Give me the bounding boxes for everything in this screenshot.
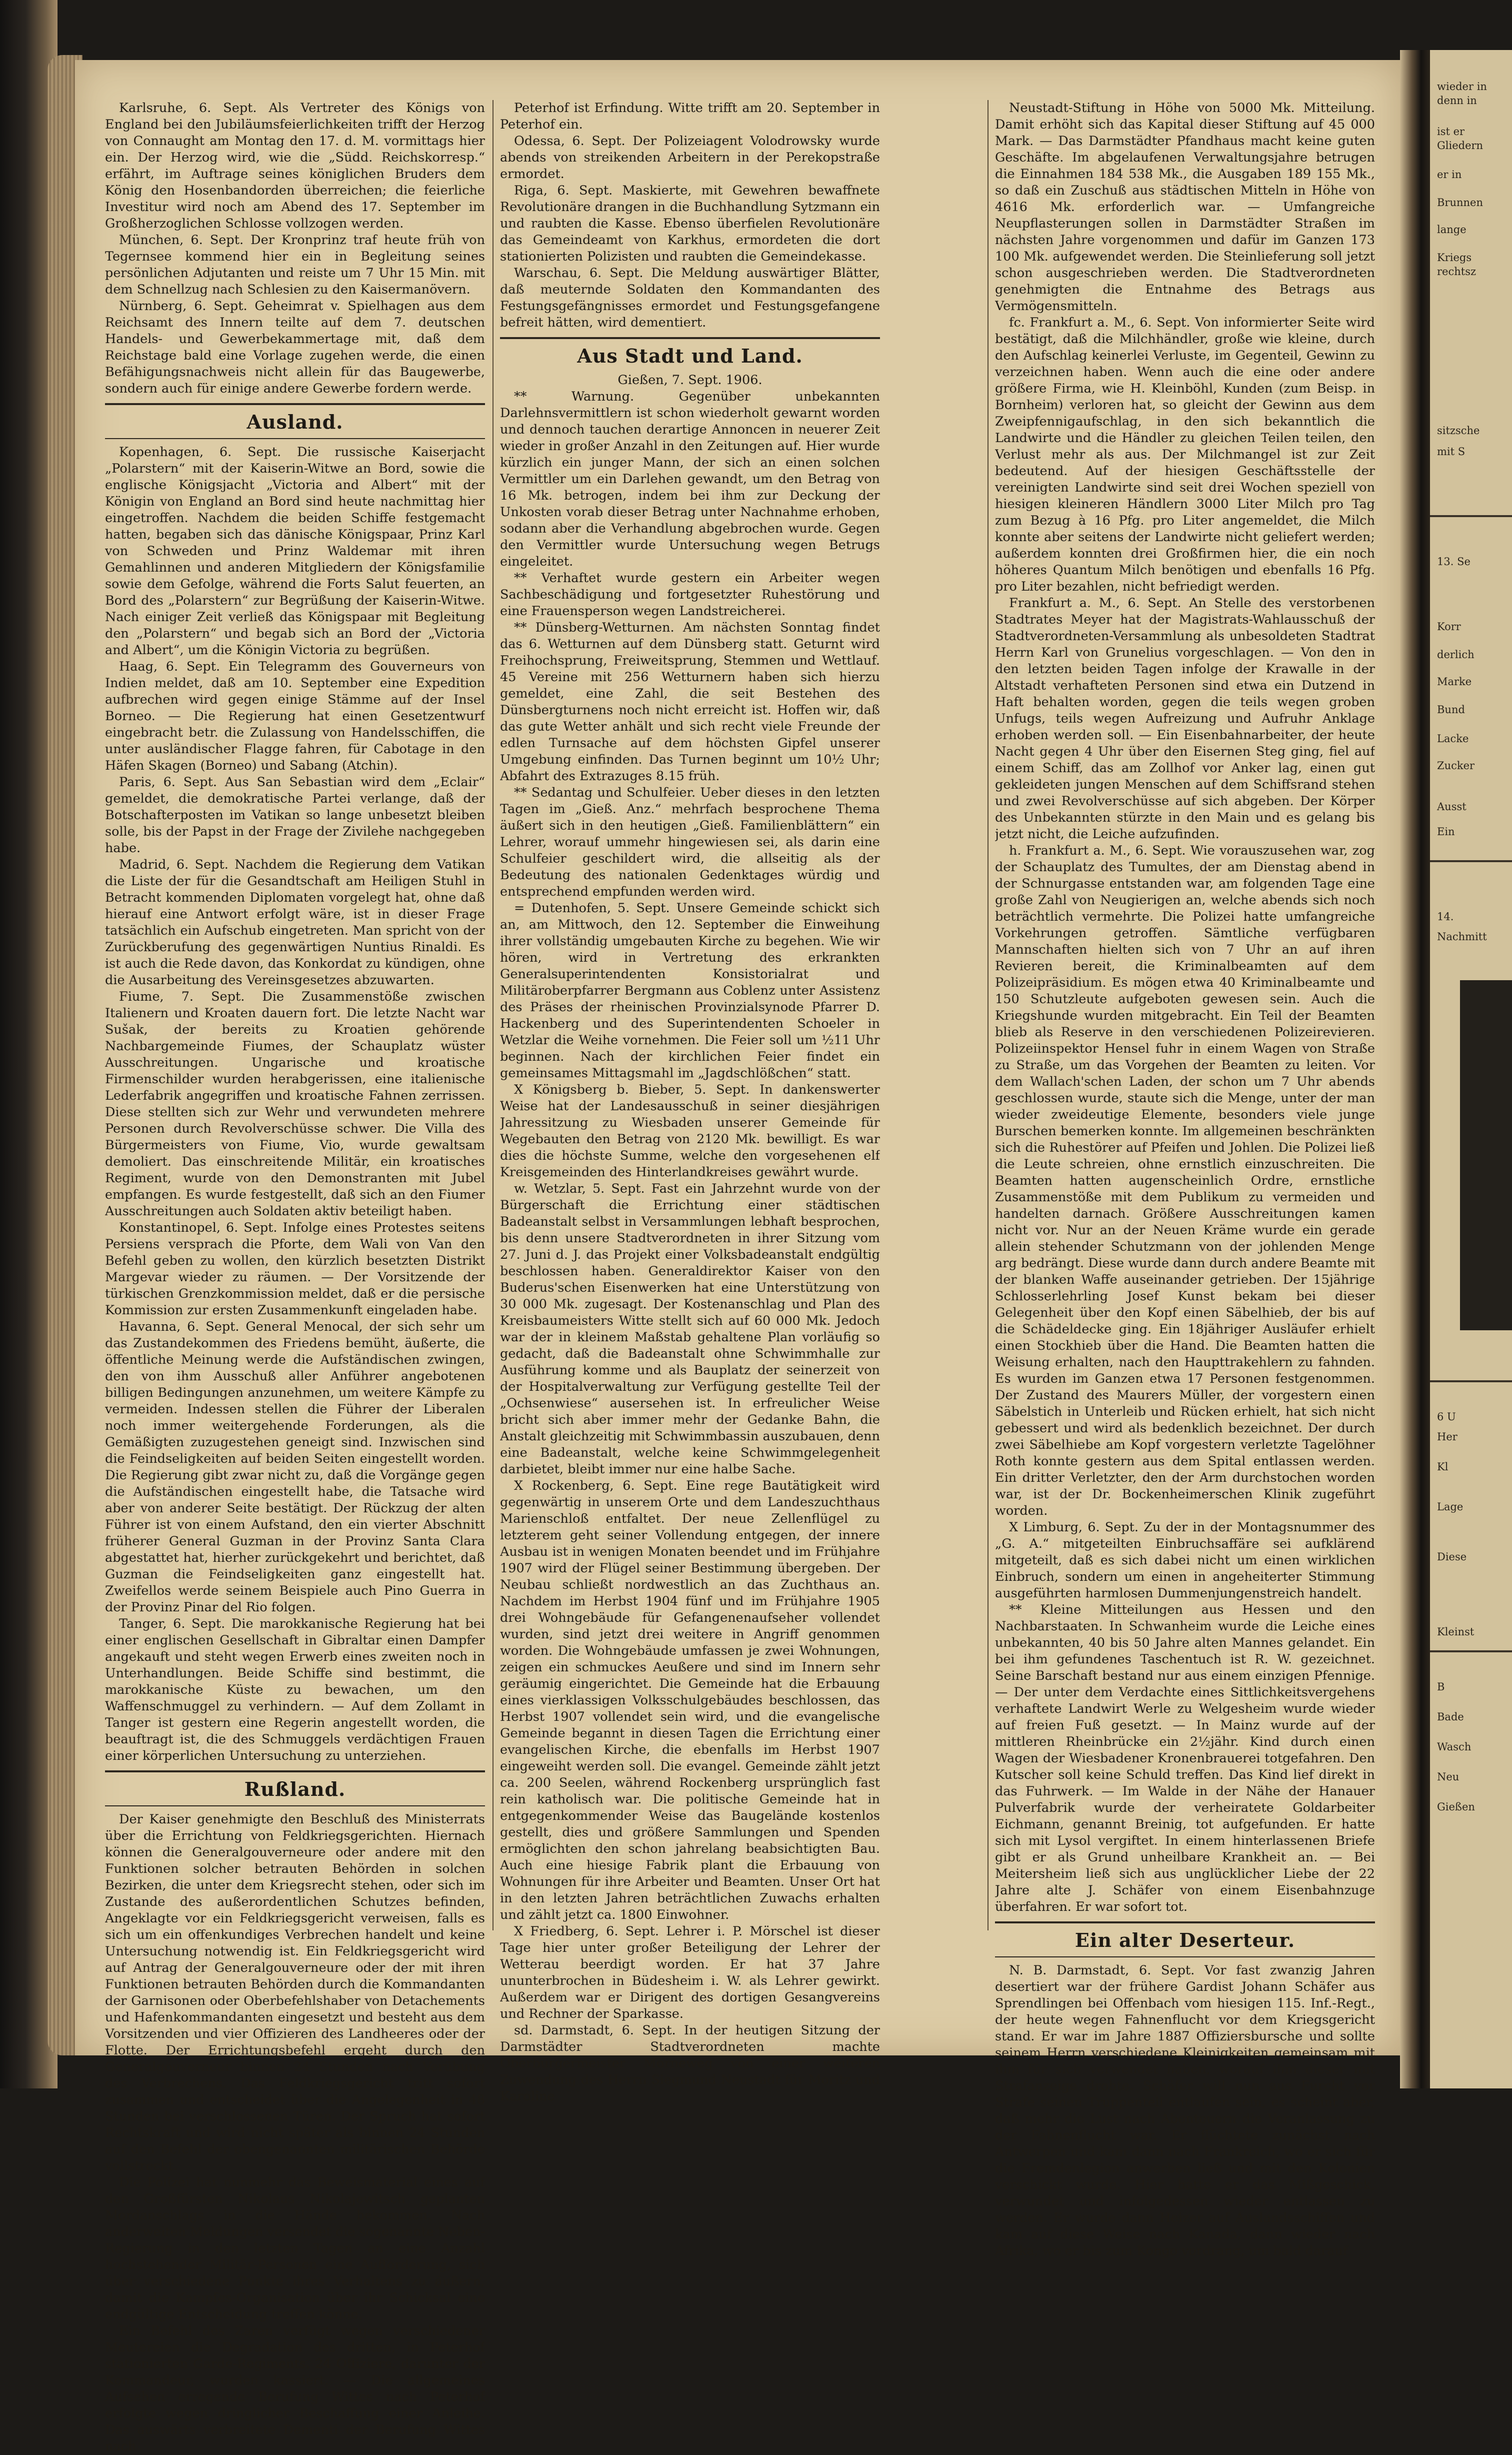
adjacent-text-fragment: Bade [1437, 1711, 1464, 1723]
news-item: Warschau, 6. Sept. Die Meldung auswärtiger Blätter, daß meuternde Soldaten den Kommandanten des Festungsgefängnisses ermordet und Festungsgefangene befreit hätten, wird dementiert. [500, 266, 880, 330]
adjacent-text-fragment: denn in [1437, 95, 1477, 107]
adjacent-page [1430, 50, 1512, 2088]
adjacent-text-fragment: Her [1437, 1431, 1458, 1443]
news-item: Der Kaiser genehmigte den Beschluß des Ministerrats über die Errichtung von Feldkriegsgerichten. Hiernach können die Generalgouverneure oder andere mit den Funktionen solcher betrauten Behörden in solchen Bezirken, die unter dem Kriegsrecht stehen, oder sich im Zustande des außerordentlichen Schutzes befinden, Angeklagte vor ein Feldkriegsgericht verweisen, falls es sich um ein offenkundiges Verbrechen handelt und keine Untersuchung notwendig ist. Ein Feldkriegsgericht wird auf Antrag der Generalgouverneure oder der mit ihren Funktionen betrauten Behörden durch die Kommandanten der Garnisonen oder Oberbefehlshaber von Detachements und Hafenkommandanten eingesetzt und besteht aus dem Vorsitzenden und vier Offizieren des Landheeres oder der Flotte. Der Errichtungsbefehl ergeht durch den Generalgouverneur binnen 24 Stunden nach Verübung des Verbrechens. Das Feldkriegsgericht tritt sofort zusammen und entscheidet über die Angelegenheit in 48 Stunden bei verschlossenen Türen. Der Spruch hat sofort Rechtskraft und wird nicht später als binnen 24 Stunden auf den Befehl der obengenannten militärischen Behörde vollstreckt. [105, 1812, 485, 2173]
news-item: Paris, 6. Sept. Aus San Sebastian wird dem „Eclair“ gemeldet, die demokratische Partei verlange, daß der Botschafterposten im Vatikan so lange unbesetzt bleiben solle, bis der Papst in der Frage der Zivilehe nachgegeben habe. [105, 775, 485, 856]
news-item: Peterhof ist Erfindung. Witte trifft am 20. September in Peterhof ein. [500, 101, 880, 132]
news-item: fc. Frankfurt a. M., 6. Sept. Von informierter Seite wird bestätigt, daß die Milchhändler, große wie kleine, durch den Aufschlag keinerlei Verluste, im Gegenteil, Gewinn zu verzeichnen haben. Wenn auch die eine oder andere größere Firma, wie H. Kleinböhl, Kunden (zum Beisp. in Bornheim) verloren hat, so gleicht der Gewinn aus dem Zweipfennigaufschlag, in den sich bekanntlich die Landwirte und die Händler zu gleichen Teilen teilen, den Verlust mehr als aus. Der Milchmangel ist zur Zeit bedeutend. Auf der hiesigen Geschäftsstelle der vereinigten Landwirte sind seit drei Wochen speziell von hiesigen kleineren Händlern 3000 Liter Milch pro Tag zum Bezug à 16 Pfg. pro Liter angemeldet, die Milch konnte aber seitens der Landwirte nicht geliefert werden; außerdem konnten drei Großfirmen hier, die ein noch höheres Quantum Milch benötigen und ebenfalls 16 Pfg. pro Liter bezahlen, nicht befriedigt werden. [995, 315, 1375, 594]
news-item: X Friedberg, 6. Sept. Lehrer i. P. Mörschel ist dieser Tage hier unter großer Beteiligung der Lehrer der Wetterau beerdigt worden. Er hat 37 Jahre ununterbrochen in Büdesheim i. W. als Lehrer gewirkt. Außerdem war er Dirigent des dortigen Gesangvereins und Rechner der Sparkasse. [500, 1924, 880, 2021]
adjacent-text-fragment: Wasch [1437, 1741, 1472, 1753]
adjacent-text-fragment: Lacke [1437, 733, 1469, 745]
news-item: Kopenhagen, 6. Sept. Die russische Kaiserjacht „Polarstern“ mit der Kaiserin-Witwe an Bord, sowie die englische Königsjacht „Victoria and Albert“ mit der Königin von England an Bord sind heute nachmittag hier eingetroffen. Nachdem die beiden Schiffe festgemacht hatten, begaben sich das dänische Königspaar, Prinz Karl von Schweden und Prinz Waldemar mit ihren Gemahlinnen und anderen Mitgliedern der Königsfamilie sowie dem Gefolge, während die Forts Salut feuerten, an Bord des „Polarstern“ zur Begrüßung der Kaiserin-Witwe. Nach einiger Zeit verließ das Königspaar mit Begleitung den „Polarstern“ und begab sich an Bord der „Victoria and Albert“, um die Königin Victoria zu begrüßen. [105, 445, 485, 658]
adjacent-text-fragment: Bund [1437, 704, 1465, 716]
adjacent-rule [1430, 860, 1512, 862]
adjacent-rule [1430, 1380, 1512, 1382]
news-item: w. Wetzlar, 5. Sept. Fast ein Jahrzehnt wurde von der Bürgerschaft die Errichtung einer städtischen Badeanstalt selbst in Versammlungen lebhaft besprochen, bis denn unsere Stadtverordneten in ihrer Sitzung vom 27. Juni d. J. das Projekt einer Volksbadeanstalt endgültig beschlossen haben. Generaldirektor Kaiser von den Buderus'schen Eisenwerken hat eine Unterstützung von 30 000 Mk. zugesagt. Der Kostenanschlag und Plan des Kreisbaumeisters Witte stellt sich auf 60 000 Mk. Jedoch war der in kleinem Maßstab gehaltene Plan vorläufig so gedacht, daß die Badeanstalt ohne Schwimmhalle zur Ausführung komme und als Bauplatz der seinerzeit von der Hospitalverwaltung zur Verfügung gestellte Teil der „Ochsenwiese“ ausersehen ist. In erfreulicher Weise bricht sich aber immer mehr der Gedanke Bahn, die Anstalt gleichzeitig mit Schwimmbassin auszubauen, denn eine Badeanstalt, welche keine Schwimmgelegenheit darbietet, bleibt immer nur eine halbe Sache. [500, 1181, 880, 1477]
news-items-germany [105, 100, 485, 397]
column-divider [492, 100, 494, 1930]
adjacent-advert-block [1460, 980, 1512, 1330]
heading-alter-deserteur: Ein alter Deserteur. [1074, 1929, 1296, 1951]
section-rule [105, 1805, 485, 1806]
heading-stadt-und-land: Aus Stadt und Land. [577, 345, 803, 367]
adjacent-text-fragment: Kleinst [1437, 1626, 1474, 1638]
adjacent-text-fragment: rechtsz [1437, 266, 1476, 278]
adjacent-text-fragment: B [1437, 1681, 1445, 1693]
dateline: Gießen, 7. Sept. 1906. [618, 373, 762, 388]
news-item: Fiume, 7. Sept. Die Zusammenstöße zwischen Italienern und Kroaten dauern fort. Die letzte Nacht war Sušak, der bereits zu Kroatien gehörende Nachbargemeinde Fiumes, der Schauplatz wüster Ausschreitungen. Ungarische und kroatische Firmenschilder wurden herabgerissen, eine italienische Lederfabrik angegriffen und kroatische Fahnen zerrissen. Diese stellten sich zur Wehr und verwundeten mehrere Personen durch Revolverschüsse schwer. Die Villa des Bürgermeisters von Fiume, Vio, wurde gewaltsam demoliert. Das einschreitende Militär, ein kroatisches Regiment, wurde von den Demonstranten mit Jubel empfangen. Es wurde festgestellt, daß sich an den Fiumer Ausschreitungen auch Soldaten aktiv beteiligt haben. [105, 989, 485, 1219]
news-item: sd. Darmstadt, 6. Sept. In der heutigen Sitzung der Darmstädter Stadtverordneten machte Oberbürgermeister Morneweg von einer weiteren Zuwendung des Herrn Siegmund Neustadt für Moritz und Karoline [500, 2023, 880, 2104]
adjacent-text-fragment: Marke [1437, 676, 1472, 688]
news-item: X Rockenberg, 6. Sept. Eine rege Bautätigkeit wird gegenwärtig in unserem Orte und dem Landeszuchthaus Marienschloß entfaltet. Der neue Zellenflügel zu letzterem geht seiner Vollendung entgegen, der innere Ausbau ist in wenigen Monaten beendet und im Frühjahre 1907 wird der Flügel seiner Bestimmung übergeben. Der Neubau schließt nordwestlich an das Zuchthaus an. Nachdem im Herbst 1904 fünf und im Frühjahre 1905 drei Wohngebäude für Gefangenenaufseher vollendet wurden, sind jetzt drei weitere in Angriff genommen worden. Die Wohngebäude umfassen je zwei Wohnungen, zeigen ein schmuckes Aeußere und sind im Innern sehr geräumig eingerichtet. Die Gemeinde hat die Erbauung eines vierklassigen Volksschulgebäudes beschlossen, das Herbst 1907 vollendet sein wird, und die evangelische Gemeinde begannt in diesen Tagen die Errichtung einer evangelischen Kirche, die ebenfalls im Herbst 1907 eingeweiht werden soll. Die evangel. Gemeinde zählt jetzt ca. 200 Seelen, während Rockenberg ursprünglich fast rein katholisch war. Die politische Gemeinde hat in entgegenkommender Weise das Baugelände kostenlos gestellt, dies und größere Sammlungen und Spenden ermöglichten den schon jahrelang beabsichtigten Bau. Auch eine hiesige Fabrik plant die Erbauung von Wohnungen für ihre Arbeiter und Beamten. Unser Ort hat in den letzten Jahren beträchtlichen Zuwachs erhalten und zählt jetzt ca. 1800 Einwohner. [500, 1478, 880, 1922]
news-item: ** Verhaftet wurde gestern ein Arbeiter wegen Sachbeschädigung und fortgesetzter Ruhestörung und eine Frauensperson wegen Landstreicherei. [500, 571, 880, 619]
news-item: Odessa, 6. Sept. Der Polizeiagent Volodrowsky wurde abends von streikenden Arbeitern in der Perekopstraße ermordet. [500, 134, 880, 182]
news-items-regional [995, 100, 1375, 1915]
news-item: Frankfurt a. M., 6. Sept. An Stelle des verstorbenen Stadtrates Meyer hat der Magistrats-Wahlausschuß der Stadtverordneten-Versammlung als unbesoldeten Stadtrat Herrn Karl von Grunelius vorgeschlagen. — Von den in den letzten beiden Tagen infolge der Krawalle in der Altstadt verhafteten Personen sind etwa ein Dutzend in Haft behalten worden, gegen die teils wegen groben Unfugs, teils wegen Aufreizung und Aufruhr Anklage erhoben werden soll. — Ein Eisenbahnarbeiter, der heute Nacht gegen 4 Uhr über den Eisernen Steg ging, fiel auf einem Schiff, das am Zollhof vor Anker lag, einen gut gekleideten jungen Menschen auf dem Schiffsrand stehen und zwei Revolverschüsse auf sich abgeben. Der Körper des Unbekannten stürzte in den Main und es gelang bis jetzt nicht, die Leiche aufzufinden. [995, 596, 1375, 842]
section-rule [995, 1956, 1375, 1957]
adjacent-text-fragment: derlich [1437, 649, 1474, 661]
adjacent-text-fragment: Diese [1437, 1551, 1467, 1563]
section-rule [105, 1770, 485, 1772]
news-item: = Dutenhofen, 5. Sept. Unsere Gemeinde schickt sich an, am Mittwoch, den 12. September die Einweihung ihrer vollständig umgebauten Kirche zu begehen. Wie wir hören, wird in Vertretung des erkrankten Generalsuperintendenten Konsistorialrat und Militäroberpfarrer Bergmann aus Coblenz unter Assistenz des Präses der rheinischen Provinzialsynode Pfarrer D. Hackenberg und des Superintendenten Schoeler in Wetzlar die Weihe vornehmen. Die Feier soll um ½11 Uhr beginnen. Nach der kirchlichen Feier findet ein gemeinsames Mittagsmahl im „Jagdschlößchen“ statt. [500, 901, 880, 1081]
adjacent-text-fragment: mit S [1437, 446, 1466, 458]
adjacent-text-fragment: Gießen [1437, 1801, 1475, 1813]
adjacent-text-fragment: 13. Se [1437, 556, 1470, 568]
news-item: Tanger, 6. Sept. Die marokkanische Regierung hat bei einer englischen Gesellschaft in Gibraltar einen Dampfer angekauft und steht wegen Erwerb eines zweiten noch in Unterhandlungen. Beide Schiffe sind bestimmt, die marokkanische Küste zu bewachen, um den Waffenschmuggel zu verhindern. — Auf dem Zollamt in Tanger ist gestern eine Regerin angestellt worden, die beauftragt ist, die des Schmuggels verdächtigen Frauen einer körperlichen Untersuchung zu unterziehen. [105, 1616, 485, 1763]
adjacent-text-fragment: er in [1437, 169, 1462, 181]
book-gutter [1400, 50, 1430, 2088]
news-item: Die Polizei hat nunmehr das Beweismaterial eines auf den Großfürsten Nikolaus Nikolajewitsch geplanten Mordanschlags in die Hände bekommen. Nach anderweiten Meldungen versendet die sogenannte Neben-Regierung in den letzten Tagen an eine Anzahl hochstehender Militär-Personen eine Aufforderung, sich über verschiedene Punkte ihres Verhaltens zu äußern, damit die Kampfes-Organisation über ihr Schicksal eine endgültige Entscheidung treffen könne. [105, 2175, 485, 2322]
news-item: ** Dünsberg-Wetturnen. Am nächsten Sonntag findet das 6. Wetturnen auf dem Dünsberg statt. Geturnt wird Freihochsprung, Freiweitsprung, Stemmen und Wettlauf. 45 Vereine mit 256 Wetturnern haben sich hierzu gemeldet, eine Zahl, die seit Bestehen des Dünsbergturnens noch nicht erreicht ist. Hoffen wir, daß das gute Wetter anhält und sich recht viele Freunde der edlen Turnsache auf dem höchsten Gipfel unserer Umgebung einfinden. Das Turnen beginnt um 10½ Uhr; Abfahrt des Extrazuges 8.15 früh. [500, 620, 880, 784]
adjacent-text-fragment: Ausst [1437, 801, 1466, 813]
column-2 [500, 100, 880, 2105]
news-items-deserteur [995, 1962, 1375, 2259]
adjacent-text-fragment: Korr [1437, 621, 1461, 633]
adjacent-text-fragment: Brunnen [1437, 197, 1483, 209]
news-item: Madrid, 6. Sept. Nachdem die Regierung dem Vatikan die Liste der für die Gesandtschaft am Heiligen Stuhl in Betracht kommenden Diplomaten vorgelegt hat, ohne daß hierauf eine Antwort erfolgt wäre, ist in dieser Frage tatsächlich ein Aufschub eingetreten. Man spricht von der Zurückberufung des gegenwärtigen Nuntius Rinaldi. Es ist auch die Rede davon, das Konkordat zu kündigen, ohne die Ausarbeitung des Vereinsgesetzes abzuwarten. [105, 857, 485, 988]
news-item: h. Frankfurt a. M., 6. Sept. Wie vorauszusehen war, zog der Schauplatz des Tumultes, der am Dienstag abend in der Schnurgasse entstanden war, am folgenden Tage eine große Zahl von Neugierigen an, welche abends sich noch beträchtlich vermehrte. Die Polizei hatte umfangreiche Vorkehrungen getroffen. Sämtliche verfügbaren Mannschaften hielten sich von 7 Uhr an auf ihren Revieren bereit, die Kriminalbeamten auf dem Polizeipräsidium. Es mögen etwa 40 Kriminalbeamte und 150 Schutzleute aufgeboten gewesen sein. Auch die Kriegshunde wurden mitgebracht. Ein Teil der Beamten blieb als Reserve in den verschiedenen Polizeirevieren. Polizeiinspektor Hensel fuhr in einem Wagen von Straße zu Straße, um das Vorgehen der Beamten zu leiten. Vor dem Wallach'schen Laden, der schon um 7 Uhr abends geschlossen wurde, staute sich die Menge, unter der man wieder zweideutige Elemente, besonders viele junge Burschen bemerken konnte. Im allgemeinen beschränkten sich die Ruhestörer auf Pfeifen und Johlen. Die Polizei ließ die Leute schreien, ohne ernstlich einzuschreiten. Die Beamten hatten augenscheinlich Ordre, ernstliche Zusammenstöße mit dem Publikum zu vermeiden und handelten darnach. Größere Ausschreitungen kamen nicht vor. Nur an der Neuen Kräme wurde ein gerade allein stehender Schutzmann von der johlenden Menge arg bedrängt. Diese wurde dann durch andere Beamte mit der blanken Waffe auseinander getrieben. Der 15jährige Schlosserlehrling Josef Kunst bekam bei dieser Gelegenheit über den Kopf einen Säbelhieb, der bis auf die Schädeldecke ging. Ein 18jähriger Ausläufer erhielt einen Stockhieb über die Hand. Die Beamten hatten die Weisung erhalten, nach den Haupttrakehlern zu fahnden. Es wurden im Ganzen etwa 17 Personen festgenommen. Der Zustand des Maurers Müller, der vorgestern einen Säbelstich in Unterleib und Rücken erhielt, hat sich nicht gebessert und wird als bedenklich bezeichnet. Der durch zwei Säbelhiebe am Kopf vorgestern verletzte Tagelöhner Roth konnte gestern aus dem Spital entlassen werden. Ein dritter Verletzter, den der Arm durchstochen worden war, ist der Dr. Bockenheimerschen Klinik zugeführt worden. [995, 843, 1375, 1518]
adjacent-text-fragment: lange [1437, 224, 1466, 236]
news-item: ** Kleine Mitteilungen aus Hessen und den Nachbarstaaten. In Schwanheim wurde die Leiche eines unbekannten, 40 bis 50 Jahre alten Mannes gelandet. Ein bei ihm gefundenes Taschentuch ist R. W. gezeichnet. Seine Barschaft bestand nur aus einem einzigen Pfennige. — Der unter dem Verdachte eines Sittlichkeitsvergehens verhaftete Landwirt Werle zu Welgesheim wurde wieder auf freien Fuß gesetzt. — In Mainz wurde auf der mittleren Rheinbrücke ein 2½jähr. Kind durch einen Wagen der Wiesbadener Kronenbrauerei totgefahren. Den Kutscher soll keine Schuld treffen. Das Kind lief direkt in das Fuhrwerk. — Im Walde in der Nähe der Hanauer Pulverfabrik wurde der verheiratete Goldarbeiter Eichmann, genannt Breinig, tot aufgefunden. Er hatte sich mit Lysol vergiftet. In einem hinterlassenen Briefe gibt er als Grund unheilbare Krankheit an. — Bei Meitersheim ließ sich aus unglücklicher Liebe der 22 Jahre alte J. Schäfer von einem Eisenbahnzuge überfahren. Er war sofort tot. [995, 1602, 1375, 1914]
news-item: ** Sedantag und Schulfeier. Ueber dieses in den letzten Tagen im „Gieß. Anz.“ mehrfach besprochene Thema äußert sich in den heutigen „Gieß. Familienblättern“ ein Lehrer, worauf ummehr hingewiesen sei, als darin eine Schulfeier geschildert wird, die allseitig als der Bedeutung des nationalen Gedenktages würdig und entsprechend empfunden werden wird. [500, 785, 880, 899]
adjacent-text-fragment: wieder in [1437, 81, 1487, 93]
news-item: München, 6. Sept. Der Kronprinz traf heute früh von Tegernsee kommend hier ein in Begleitung seines persönlichen Adjutanten und reiste um 7 Uhr 15 Min. mit dem Schnellzug nach Schlesien zu den Kaisermanövern. [105, 233, 485, 297]
adjacent-text-fragment: sitzsche [1437, 425, 1480, 437]
adjacent-text-fragment: Gliedern [1437, 140, 1484, 152]
news-item: Havanna, 6. Sept. General Menocal, der sich sehr um das Zustandekommen des Friedens bemüht, äußerte, die öffentliche Meinung werde die Aufständischen zwingen, den von ihm Ausschuß aller Anführer angebotenen billigen Bedingungen anzunehmen, um weitere Kämpfe zu vermeiden. Indessen stellen die Führer der Liberalen noch immer weitergehende Forderungen, als die Gemäßigten zuzugestehen geneigt sind. Inzwischen sind die Feindseligkeiten auf beiden Seiten eingestellt worden. Die Regierung gibt zwar nicht zu, daß die Vorgänge gegen die Aufständischen eingestellt habe, die Tatsache wird aber von anderer Seite bestätigt. Der Rückzug der alten Führer ist von einem Aufstand, den ein vierter Abschnitt früherer General Guzman in der Provinz Santa Clara abgestattet hat, hierher zurückgekehrt und berichtet, daß Guzman die Feindseligkeiten ganz eingestellt hat. Zweifellos werde seinem Beispiele auch Pino Guerra in der Provinz Pinar del Rio folgen. [105, 1319, 485, 1615]
section-rule [105, 403, 485, 405]
section-rule [995, 1921, 1375, 1923]
adjacent-text-fragment: Lage [1437, 1501, 1464, 1513]
news-item: X Limburg, 6. Sept. Zu der in der Montagsnummer des „G. A.“ mitgeteilten Einbruchsaffäre sei aufklärend mitgeteilt, daß es sich dabei nicht um einen wirklichen Einbruch, sondern um einen in angeheiterter Stimmung ausgeführten harmlosen Dummenjungenstreich handelt. [995, 1520, 1375, 1601]
adjacent-rule [1430, 515, 1512, 517]
heading-ausland: Ausland. [246, 411, 344, 433]
news-item: Neustadt-Stiftung in Höhe von 5000 Mk. Mitteilung. Damit erhöht sich das Kapital dieser Stiftung auf 45 000 Mark. — Das Darmstädter Pfandhaus macht keine guten Geschäfte. Im abgelaufenen Verwaltungsjahre betrugen die Einnahmen 184 538 Mk., die Ausgaben 189 155 Mk., so daß ein Zuschuß aus städtischen Mitteln in Höhe von 4616 Mk. erforderlich war. — Umfangreiche Neupflasterungen sollen in Darmstädter Straßen im nächsten Jahre vorgenommen und dafür im Ganzen 173 100 Mk. aufgewendet werden. Die Steinlieferung soll jetzt schon ausgeschrieben werden. Die Stadtverordneten genehmigten die Entnahme des Betrags aus Vermögensmitteln. [995, 101, 1375, 314]
news-items-stadt-und-land [500, 389, 880, 2105]
column-1 [105, 100, 485, 2455]
news-items-russland [105, 1811, 485, 2455]
news-item: Konstantinopel, 6. Sept. Infolge eines Protestes seitens Persiens versprach die Pforte, dem Wali von Van den Befehl geben zu wollen, den kürzlich besetzten Distrikt Margevar wieder zu räumen. — Der Vorsitzende der türkischen Grenzkommission meldet, daß er die persische Kommission zur ersten Zusammenkunft eingeladen habe. [105, 1220, 485, 1318]
news-item: Nürnberg, 6. Sept. Geheimrat v. Spielhagen aus dem Reichsamt des Innern teilte auf dem 7. deutschen Handels- und Gewerbekammertage mit, daß dem Reichstage bald eine Vorlage zugehen werde, die einen Befähigungsnachweis nicht allein für das Baugewerbe, sondern auch für einige andere Gewerbe fordern werde. [105, 299, 485, 396]
heading-russland: Rußland. [244, 1778, 346, 1800]
news-item: Haag, 6. Sept. Ein Telegramm des Gouverneurs von Indien meldet, daß am 10. September eine Expedition aufbrechen wird gegen einige Stämme auf der Insel Borneo. — Die Regierung hat einen Gesetzentwurf eingebracht betr. die Zulassung von Handelsschiffen, die unter ausländischer Flagge fahren, für Cabotage in den Häfen Skagen (Borneo) und Sabang (Atchin). [105, 659, 485, 773]
adjacent-text-fragment: Kl [1437, 1461, 1448, 1473]
adjacent-rule [1430, 1650, 1512, 1652]
news-item: ** Warnung. Gegenüber unbekannten Darlehnsvermittlern ist schon wiederholt gewarnt worden und dennoch tauchen derartige Annoncen in neuerer Zeit wieder in großer Anzahl in den Zeitungen auf. Hier wurde kürzlich ein junger Mann, der sich an einen solchen Vermittler um ein Darlehen gewandt, um den Betrag von 16 Mk. betrogen, indem bei ihm zur Deckung der Unkosten vorab dieser Betrag unter Nachnahme erhoben, sodann aber die Verhandlung abgebrochen wurde. Gegen den Vermittler wurde Untersuchung wegen Betrugs eingeleitet. [500, 389, 880, 569]
news-item: X Königsberg b. Bieber, 5. Sept. In dankenswerter Weise hat der Landesausschuß in seiner diesjährigen Jahressitzung zu Wiesbaden unserer Gemeinde für Wegebauten den Betrag von 2120 Mk. bewilligt. Es war dies die höchste Summe, welche den vorgesehenen elf Kreisgemeinden des Hinterlandkreises gewährt wurde. [500, 1082, 880, 1180]
news-item: Ein Befehl des Zaren verfügt wegen verschiedener Meutereien die Degradation des dritten, in Peterhof stationierten Garde-Regiments. 24 Offiziere, darunter der Kommandeur, wurden kassiert. — Die allgemeines Aufsehen erregende Berufung Wittes nach Peterhof erfolgte wegen dringlicher Beschaffung einer Anleihe. Das auswärts verbreitete Dementi der Berufung Wittes nach [105, 2323, 485, 2454]
section-rule [105, 438, 485, 439]
adjacent-text-fragment: 14. [1437, 911, 1454, 923]
adjacent-text-fragment: Kriegs [1437, 252, 1472, 264]
adjacent-text-fragment: Neu [1437, 1771, 1460, 1783]
section-rule [500, 337, 880, 339]
adjacent-text-fragment: Ein [1437, 826, 1455, 838]
adjacent-text-fragment: Nachmitt [1437, 931, 1487, 943]
adjacent-text-fragment: ist er [1437, 126, 1465, 138]
news-item: N. B. Darmstadt, 6. Sept. Vor fast zwanzig Jahren desertiert war der frühere Gardist Johann Schäfer aus Sprendlingen bei Offenbach vom hiesigen 115. Inf.-Regt., der heute wegen Fahnenflucht vor dem Kriegsgericht stand. Er war im Jahre 1887 Offiziersbursche und sollte seinem Herrn verschiedene Kleinigkeiten gemeinsam mit ihm für sich verwendet haben, worauf ihm dieser mit Strafanzeige drohte. Schäfer will nun aus Furcht vor Strafe seinen Truppenteil entlaufen sein, es scheint aber, daß mehr die Lust nach Abenteuern die Veranlassung zu der Fahnenflucht war. Er flüchtete zunächst nach Antwerpen und kam dann nach Frankreich, wo er sich für die Fremdenlegion anwerben ließ und mit den Kolonien verschickt wurde. Hier hatte er das Mißgeschick, verwundet und infolgedessen wieder entlassen zu werden. Er wurde dann Heizer auf Auslandsschiffen und kam auf diese Weise nach Kanada, dann wieder nach Afrika, wo er bis zum Kongo vordrang, um bald darauf [995, 1963, 1375, 2258]
news-items-russland-cont [500, 100, 880, 331]
news-items-ausland [105, 444, 485, 1764]
adjacent-text-fragment: 6 U [1437, 1411, 1456, 1423]
news-item: Riga, 6. Sept. Maskierte, mit Gewehren bewaffnete Revolutionäre drangen in die Buchhandlung Sytzmann ein und raubten die Kasse. Ebenso überfielen Revolutionäre das Gemeindeamt von Karkhus, ermordeten die dort stationierten Polizisten und raubten die Gemeindekasse. [500, 183, 880, 264]
column-3 [995, 100, 1375, 2259]
adjacent-text-fragment: Zucker [1437, 760, 1475, 772]
news-item: Karlsruhe, 6. Sept. Als Vertreter des Königs von England bei den Jubiläumsfeierlichkeiten trifft der Herzog von Connaught am Montag den 17. d. M. vormittags hier ein. Der Herzog wird, wie die „Südd. Reichskorresp.“ erfährt, im Auftrage seines königlichen Bruders dem König den Hosenbandorden überreichen; die feierliche Investitur wird noch am Abend des 17. September im Großherzoglichen Schlosse vollzogen werden. [105, 101, 485, 231]
